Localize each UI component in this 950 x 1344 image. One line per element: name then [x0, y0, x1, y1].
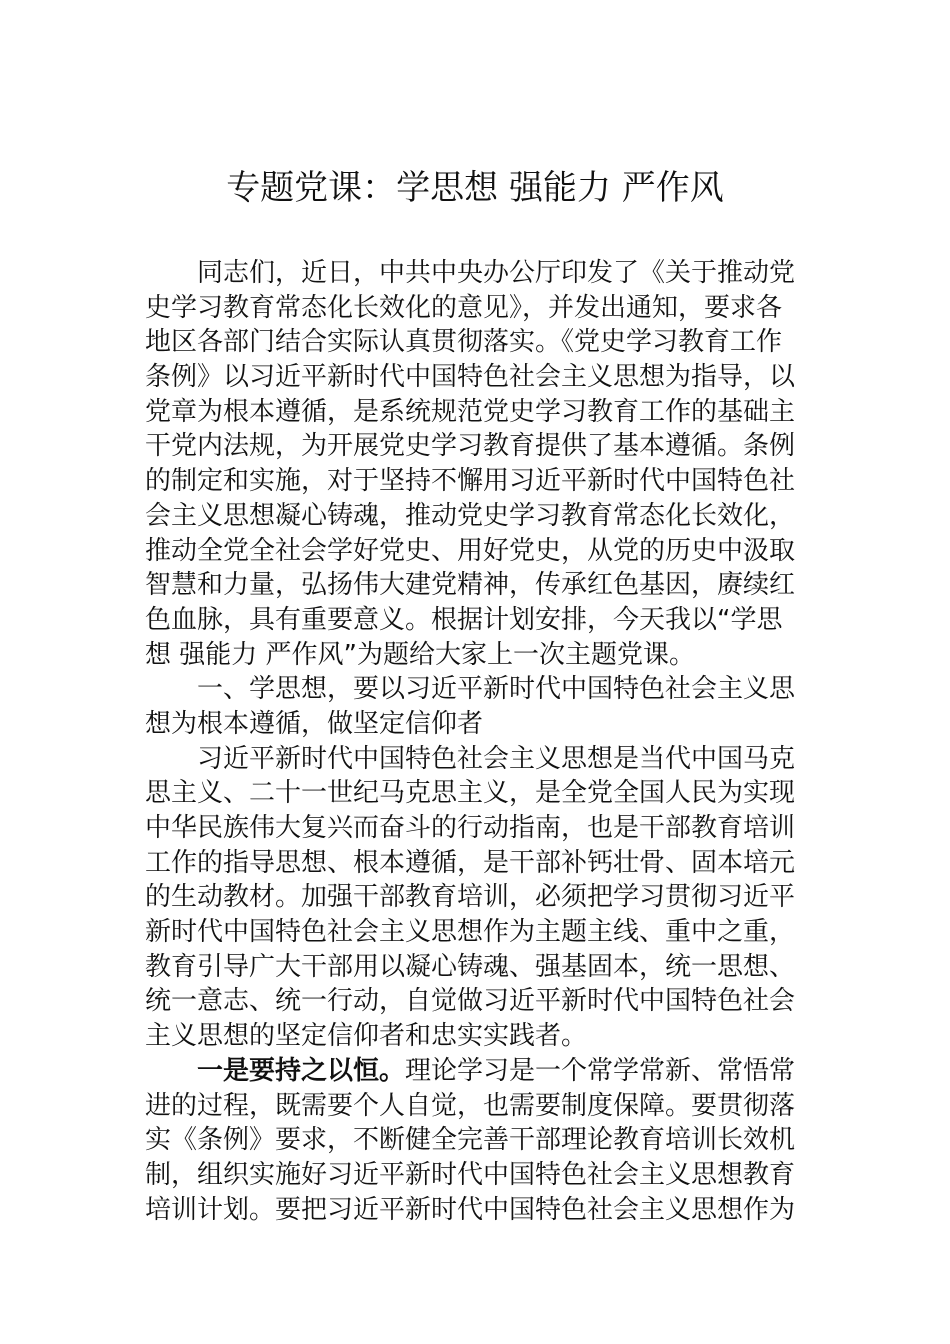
paragraph-line: 想 强能力 严作风”为题给大家上一次主题党课。	[145, 639, 695, 670]
paragraph-line: 工作的指导思想、根本遵循，是干部补钙壮骨、固本培元	[145, 847, 796, 878]
paragraph-line: 推动全党全社会学好党史、用好党史，从党的历史中汲取	[145, 535, 796, 566]
paragraph-line-with-bold-lead	[145, 1054, 815, 1089]
paragraph-line: 的制定和实施，对于坚持不懈用习近平新时代中国特色社	[145, 466, 796, 497]
paragraph-line: 智慧和力量，弘扬伟大建党精神，传承红色基因，赓续红	[145, 570, 796, 601]
paragraph-line-rest: 理论学习是一个常学常新、常悟常	[405, 1055, 796, 1086]
paragraph-line: 的生动教材。加强干部教育培训，必须把学习贯彻习近平	[145, 882, 796, 913]
paragraph-line: 中华民族伟大复兴而奋斗的行动指南，也是干部教育培训	[145, 813, 796, 843]
document-body	[145, 256, 815, 1227]
section-heading-line: 一、学思想，要以习近平新时代中国特色社会主义思	[197, 674, 796, 705]
paragraph-line: 进的过程，既需要个人自觉，也需要制度保障。要贯彻落	[145, 1090, 796, 1121]
bold-lead-text: 一是要持之以恒。	[197, 1055, 406, 1086]
paragraph-line: 同志们，近日，中共中央办公厅印发了《关于推动党	[197, 258, 796, 288]
paragraph-line: 制，组织实施好习近平新时代中国特色社会主义思想教育	[145, 1159, 796, 1190]
paragraph-line: 教育引导广大干部用以凝心铸魂、强基固本，统一思想、	[145, 951, 796, 982]
paragraph-line: 实《条例》要求，不断健全完善干部理论教育培训长效机	[145, 1125, 796, 1156]
paragraph-line: 史学习教育常态化长效化的意见》，并发出通知，要求各	[145, 292, 783, 323]
paragraph-line: 新时代中国特色社会主义思想作为主题主线、重中之重，	[145, 917, 796, 948]
section-heading-line: 想为根本遵循，做坚定信仰者	[145, 708, 484, 739]
paragraph-line: 统一意志、统一行动，自觉做习近平新时代中国特色社会	[145, 986, 796, 1017]
paragraph-line: 党章为根本遵循，是系统规范党史学习教育工作的基础主	[145, 396, 796, 427]
paragraph-line: 习近平新时代中国特色社会主义思想是当代中国马克	[197, 743, 796, 774]
paragraph-line: 主义思想的坚定信仰者和忠实实践者。	[145, 1021, 588, 1052]
paragraph-line: 色血脉，具有重要意义。根据计划安排，今天我以“学思	[145, 604, 783, 635]
paragraph-line: 会主义思想凝心铸魂，推动党史学习教育常态化长效化，	[145, 500, 796, 531]
paragraph-line: 地区各部门结合实际认真贯彻落实。《党史学习教育工作	[145, 327, 783, 358]
paragraph-line: 培训计划。要把习近平新时代中国特色社会主义思想作为	[145, 1194, 796, 1225]
paragraph-line: 思主义、二十一世纪马克思主义，是全党全国人民为实现	[145, 778, 796, 809]
paragraph-line: 条例》以习近平新时代中国特色社会主义思想为指导，以	[145, 362, 796, 393]
document-title: 专题党课：学思想 强能力 严作风	[226, 168, 724, 208]
paragraph-line: 干党内法规，为开展党史学习教育提供了基本遵循。条例	[145, 431, 796, 462]
